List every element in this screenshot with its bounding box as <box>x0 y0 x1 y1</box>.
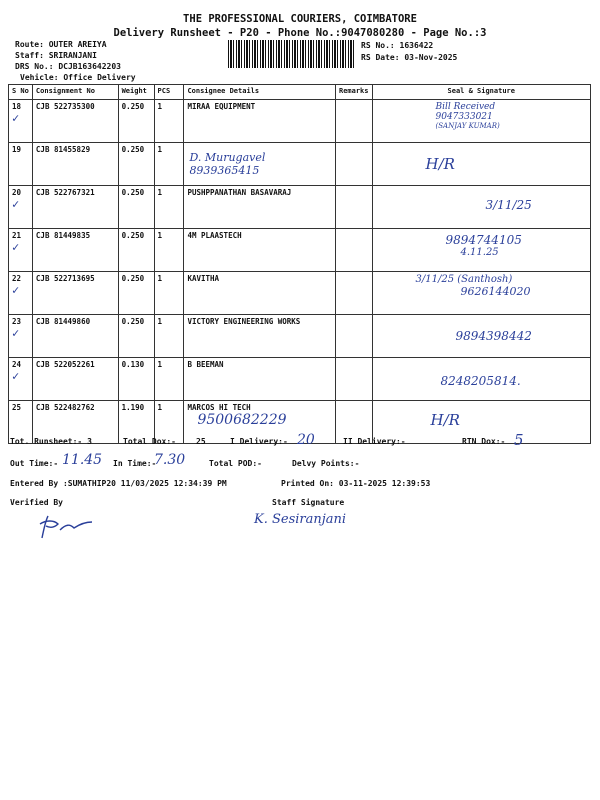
cell-weight: 0.250 <box>118 229 154 272</box>
col-sno: S No <box>9 85 33 100</box>
cell-consignee: 4M PLAASTECH <box>184 229 336 272</box>
verified-by-label: Verified By <box>10 498 63 507</box>
cell-sno: 20 ✓ <box>9 186 33 229</box>
table-row <box>9 229 591 272</box>
cell-consignment: CJB 522767321 <box>32 186 118 229</box>
cell-weight: 1.190 <box>118 401 154 444</box>
cell-consignment: CJB 81449835 <box>32 229 118 272</box>
table-row <box>9 143 591 186</box>
check-mark-icon: ✓ <box>12 326 20 340</box>
table-row <box>9 186 591 229</box>
check-mark-icon: ✓ <box>12 283 20 297</box>
i-delivery-label: I Delivery:- <box>230 437 288 446</box>
handwritten-consignee: D. Murugavel 8939365415 <box>189 151 266 177</box>
check-mark-icon: ✓ <box>12 369 20 383</box>
cell-weight: 0.250 <box>118 315 154 358</box>
cell-pcs: 1 <box>154 143 184 186</box>
col-consignment: Consignment No <box>32 85 118 100</box>
barcode-image <box>228 40 356 68</box>
drs-label: DRS No.: DCJB163642203 <box>15 62 121 71</box>
cell-consignee: PUSHPPANATHAN BASAVARAJ <box>184 186 336 229</box>
handwritten-phone: 8248205814. <box>440 374 521 388</box>
tot-runsheet: Tot. Runsheet:- 3 <box>10 437 92 446</box>
table-header-row <box>9 85 591 100</box>
out-time-value: 11.45 <box>62 452 103 468</box>
cell-consignment: CJB 522482762 <box>32 401 118 444</box>
total-dox-label: Total Dox:- <box>123 437 176 446</box>
check-mark-icon: ✓ <box>12 111 20 125</box>
in-time-label: In Time:- <box>113 459 157 468</box>
rs-number: RS No.: 1636422 <box>361 41 434 50</box>
cell-pcs: 1 <box>154 186 184 229</box>
cell-remarks <box>335 143 372 186</box>
cell-signature <box>372 100 591 143</box>
cell-consignee <box>184 143 336 186</box>
table-row <box>9 315 591 358</box>
cell-consignment: CJB 522713695 <box>32 272 118 315</box>
rtn-dox-value: 5 <box>514 431 524 449</box>
runsheet-subtitle: Delivery Runsheet - P20 - Phone No.:9047080280 - Page No.:3 <box>113 27 487 39</box>
handwritten-note: H/R <box>425 155 455 173</box>
entered-by: Entered By :SUMATHIP20 11/03/2025 12:34:39 PM <box>10 479 227 488</box>
staff-signature-name: K. Sesiranjani <box>254 512 347 527</box>
rtn-dox-label: RTN Dox:- <box>462 437 506 446</box>
col-pcs: PCS <box>154 85 184 100</box>
cell-consignee: VICTORY ENGINEERING WORKS <box>184 315 336 358</box>
cell-signature <box>372 315 591 358</box>
handwritten-note: 3/11/25 (Santhosh) <box>415 274 513 285</box>
cell-sno: 21 ✓ <box>9 229 33 272</box>
cell-signature <box>372 186 591 229</box>
col-seal-signature: Seal & Signature <box>372 85 591 100</box>
cell-weight: 0.250 <box>118 272 154 315</box>
handwritten-date: 4.11.25 <box>460 247 499 258</box>
cell-remarks <box>335 358 372 401</box>
consignee-name: MARCOS HI TECH <box>187 403 251 412</box>
handwritten-note: H/R <box>430 411 460 429</box>
table-row <box>9 272 591 315</box>
cell-pcs: 1 <box>154 358 184 401</box>
cell-pcs: 1 <box>154 401 184 444</box>
cell-signature <box>372 229 591 272</box>
cell-signature <box>372 272 591 315</box>
total-pod: Total POD:- <box>209 459 262 468</box>
verifier-signature-icon <box>36 510 96 542</box>
col-weight: Weight <box>118 85 154 100</box>
handwritten-phone: 9894398442 <box>455 329 532 343</box>
check-mark-icon: ✓ <box>12 197 20 211</box>
rs-date: RS Date: 03-Nov-2025 <box>361 53 458 62</box>
cell-pcs: 1 <box>154 100 184 143</box>
cell-pcs: 1 <box>154 229 184 272</box>
in-time-value: 7.30 <box>154 452 186 468</box>
handwritten-phone: 9894744105 <box>445 233 522 247</box>
cell-sno: 19 <box>9 143 33 186</box>
cell-consignee: B BEEMAN <box>184 358 336 401</box>
col-consignee: Consignee Details <box>184 85 336 100</box>
check-mark-icon: ✓ <box>12 240 20 254</box>
cell-remarks <box>335 229 372 272</box>
cell-pcs: 1 <box>154 272 184 315</box>
cell-weight: 0.250 <box>118 186 154 229</box>
staff-label: Staff: SRIRANJANI <box>15 51 97 60</box>
cell-sno: 23 ✓ <box>9 315 33 358</box>
cell-sno: 22 ✓ <box>9 272 33 315</box>
cell-signature <box>372 358 591 401</box>
handwritten-phone: 9626144020 <box>460 285 531 298</box>
cell-remarks <box>335 272 372 315</box>
printed-on: Printed On: 03-11-2025 12:39:53 <box>281 479 431 488</box>
cell-consignment: CJB 522735300 <box>32 100 118 143</box>
cell-sno: 24 ✓ <box>9 358 33 401</box>
i-delivery-value: 20 <box>297 432 315 448</box>
ii-delivery: II Delivery:- <box>343 437 406 446</box>
cell-remarks <box>335 100 372 143</box>
staff-signature-label: Staff Signature <box>272 498 345 507</box>
vehicle-label: Vehicle: Office Delivery <box>20 73 136 82</box>
handwritten-note: Bill Received <box>435 102 496 112</box>
cell-weight: 0.250 <box>118 143 154 186</box>
cell-consignment: CJB 81455829 <box>32 143 118 186</box>
cell-sno: 25 <box>9 401 33 444</box>
cell-sno: 18 ✓ <box>9 100 33 143</box>
out-time-label: Out Time:- <box>10 459 59 468</box>
route-label: Route: OUTER AREIYA <box>15 40 107 49</box>
company-title: THE PROFESSIONAL COURIERS, COIMBATORE <box>183 13 417 25</box>
cell-signature <box>372 143 591 186</box>
handwritten-name: (SANJAY KUMAR) <box>435 122 500 130</box>
table-row <box>9 100 591 143</box>
handwritten-phone: 9047333021 <box>435 112 493 122</box>
cell-consignment: CJB 522052261 <box>32 358 118 401</box>
cell-weight: 0.130 <box>118 358 154 401</box>
cell-remarks <box>335 315 372 358</box>
cell-consignment: CJB 81449860 <box>32 315 118 358</box>
cell-remarks <box>335 186 372 229</box>
table-row <box>9 358 591 401</box>
cell-consignee: KAVITHA <box>184 272 336 315</box>
delvy-points: Delvy Points:- <box>292 459 360 468</box>
cell-weight: 0.250 <box>118 100 154 143</box>
handwritten-phone: 9500682229 <box>197 412 287 428</box>
handwritten-date: 3/11/25 <box>485 198 532 212</box>
cell-pcs: 1 <box>154 315 184 358</box>
col-remarks: Remarks <box>335 85 372 100</box>
cell-consignee: MIRAA EQUIPMENT <box>184 100 336 143</box>
total-dox-value: 25 <box>196 437 206 446</box>
runsheet-table <box>8 84 591 444</box>
